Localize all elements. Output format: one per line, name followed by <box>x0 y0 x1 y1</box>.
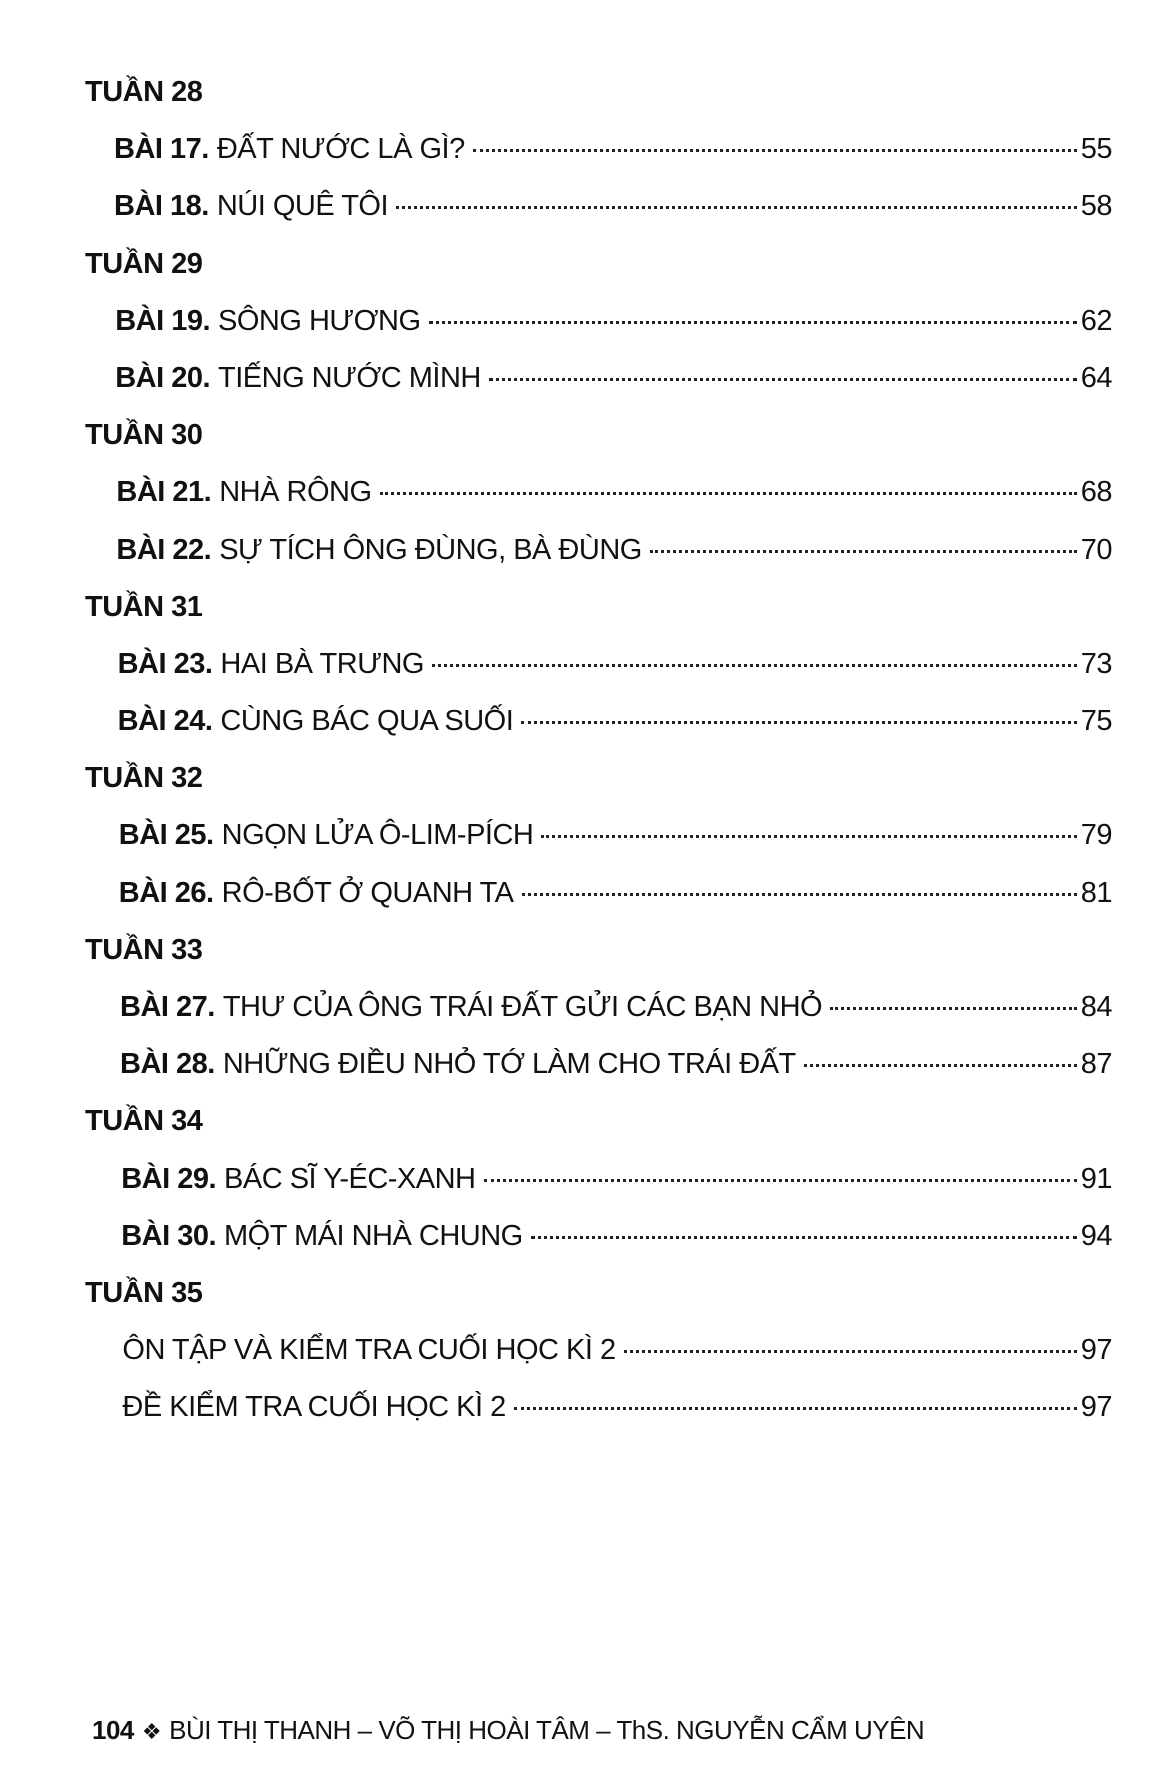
week-heading: TUẦN 30 <box>85 419 203 452</box>
week-heading: TUẦN 34 <box>85 1105 203 1138</box>
week-heading: TUẦN 31 <box>85 590 203 623</box>
page-ref: 62 <box>1080 304 1112 337</box>
lesson-title: THƯ CỦA ÔNG TRÁI ĐẤT GỬI CÁC BẠN NHỎ <box>222 991 823 1023</box>
lesson-title: NHÀ RÔNG <box>219 476 372 509</box>
toc-entry[interactable] <box>0 1036 1168 1093</box>
dot-leader <box>650 550 1077 553</box>
week-heading: TUẦN 33 <box>85 933 203 966</box>
lesson-title: NÚI QUÊ TÔI <box>216 190 389 223</box>
toc-entry[interactable] <box>0 178 1168 235</box>
page-ref: 97 <box>1080 1391 1112 1424</box>
page-ref: 94 <box>1080 1219 1112 1252</box>
toc-entry[interactable] <box>0 1151 1168 1208</box>
dot-leader <box>484 1179 1077 1182</box>
lesson-title: ÔN TẬP VÀ KIỂM TRA CUỐI HỌC KÌ 2 <box>122 1334 616 1367</box>
page-ref: 84 <box>1080 991 1112 1023</box>
diamond-separator-icon: ❖ <box>141 1719 162 1744</box>
page-ref: 73 <box>1080 647 1112 680</box>
dot-leader <box>830 1007 1077 1010</box>
page-ref: 68 <box>1080 476 1112 509</box>
lesson-title: SỰ TÍCH ÔNG ĐÙNG, BÀ ĐÙNG <box>219 533 642 566</box>
page-ref: 58 <box>1080 190 1112 223</box>
lesson-title: NHỮNG ĐIỀU NHỎ TỚ LÀM CHO TRÁI ĐẤT <box>222 1048 796 1081</box>
lesson-label: BÀI 27. <box>120 991 215 1023</box>
lesson-label: BÀI 19. <box>115 304 211 337</box>
week-heading: TUẦN 35 <box>85 1276 203 1309</box>
page-ref: 79 <box>1080 819 1112 852</box>
page-ref: 81 <box>1080 876 1112 909</box>
dot-leader <box>531 1236 1077 1239</box>
table-of-contents <box>0 64 1168 1437</box>
dot-leader <box>522 893 1077 896</box>
page-ref: 87 <box>1080 1048 1112 1081</box>
lesson-title: ĐẤT NƯỚC LÀ GÌ? <box>216 133 465 166</box>
lesson-title: MỘT MÁI NHÀ CHUNG <box>224 1219 523 1252</box>
toc-entry[interactable] <box>0 464 1168 521</box>
lesson-label: BÀI 17. <box>114 133 209 166</box>
toc-entry[interactable] <box>0 1379 1168 1436</box>
lesson-label: BÀI 18. <box>114 190 209 223</box>
lesson-title: HAI BÀ TRƯNG <box>220 647 424 680</box>
week-heading: TUẦN 28 <box>85 76 203 108</box>
lesson-title: CÙNG BÁC QUA SUỐI <box>220 705 514 738</box>
dot-leader <box>624 1350 1077 1353</box>
dot-leader <box>396 206 1077 209</box>
toc-entry[interactable] <box>0 693 1168 750</box>
week-heading: TUẦN 32 <box>85 762 203 795</box>
lesson-label: BÀI 20. <box>115 361 211 394</box>
authors: BÙI THỊ THANH – VÕ THỊ HOÀI TÂM – ThS. NGUYỄN CẨM UYÊN <box>169 1715 925 1745</box>
dot-leader <box>514 1407 1077 1410</box>
toc-entry[interactable] <box>0 979 1168 1036</box>
dot-leader <box>429 321 1077 324</box>
dot-leader <box>804 1064 1077 1067</box>
toc-entry[interactable] <box>0 636 1168 693</box>
toc-entry[interactable] <box>0 522 1168 579</box>
page-ref: 97 <box>1080 1334 1112 1367</box>
lesson-title: NGỌN LỬA Ô-LIM-PÍCH <box>221 819 534 852</box>
lesson-title: RÔ-BỐT Ở QUANH TA <box>221 876 514 909</box>
lesson-label: BÀI 22. <box>116 533 212 566</box>
lesson-label: BÀI 29. <box>121 1162 217 1195</box>
dot-leader <box>380 492 1077 495</box>
toc-entry[interactable] <box>0 350 1168 407</box>
lesson-label: BÀI 25. <box>118 819 214 852</box>
toc-entry[interactable] <box>0 1322 1168 1379</box>
page-ref: 70 <box>1080 533 1112 566</box>
page-ref: 64 <box>1080 361 1112 394</box>
lesson-label: BÀI 21. <box>116 476 212 509</box>
toc-entry[interactable] <box>0 1208 1168 1265</box>
toc-entry[interactable] <box>0 121 1168 178</box>
lesson-label: BÀI 30. <box>121 1219 217 1252</box>
page-footer <box>92 1715 924 1746</box>
dot-leader <box>521 721 1076 724</box>
lesson-label: BÀI 23. <box>117 647 213 680</box>
lesson-label: BÀI 24. <box>117 705 213 738</box>
page-ref: 55 <box>1080 133 1112 166</box>
lesson-label: BÀI 28. <box>120 1048 215 1081</box>
dot-leader <box>473 149 1077 152</box>
dot-leader <box>432 664 1077 667</box>
lesson-label: BÀI 26. <box>118 876 214 909</box>
lesson-title: TIẾNG NƯỚC MÌNH <box>218 361 481 394</box>
toc-entry[interactable] <box>0 865 1168 922</box>
toc-entry[interactable] <box>0 293 1168 350</box>
page-ref: 75 <box>1080 705 1112 738</box>
toc-entry[interactable] <box>0 807 1168 864</box>
week-heading: TUẦN 29 <box>85 247 203 280</box>
dot-leader <box>541 835 1076 838</box>
lesson-title: BÁC SĨ Y-ÉC-XANH <box>224 1162 476 1195</box>
page-ref: 91 <box>1080 1162 1112 1195</box>
dot-leader <box>489 378 1077 381</box>
lesson-title: ĐỀ KIỂM TRA CUỐI HỌC KÌ 2 <box>122 1391 506 1424</box>
lesson-title: SÔNG HƯƠNG <box>218 304 421 337</box>
page-number: 104 <box>92 1715 134 1745</box>
